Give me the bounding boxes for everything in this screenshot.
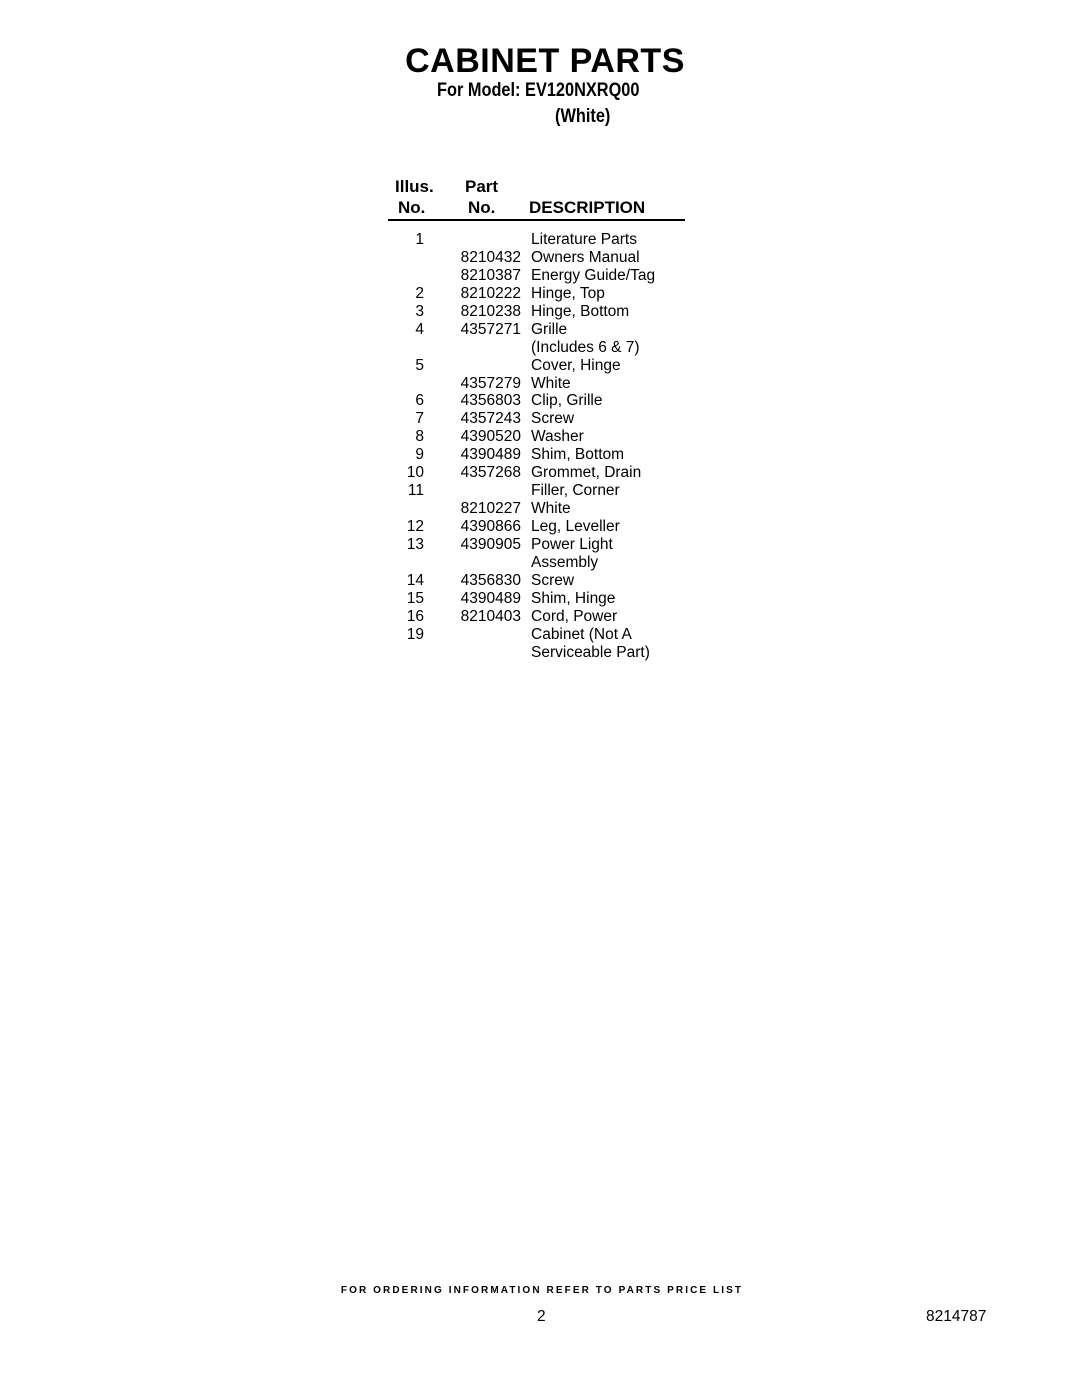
part-number: 4390520 <box>460 428 521 446</box>
table-row <box>0 231 1080 249</box>
illus-number: 8 <box>415 428 424 446</box>
table-row <box>0 446 1080 464</box>
page-title: CABINET PARTS <box>405 42 685 80</box>
part-number: 4390905 <box>460 535 521 553</box>
page-number: 2 <box>537 1308 546 1325</box>
model-line: For Model: EV120NXRQ00 <box>437 80 640 101</box>
part-description: (Includes 6 & 7) <box>531 338 640 356</box>
document-number: 8214787 <box>926 1308 987 1325</box>
part-description: Hinge, Top <box>531 284 605 302</box>
part-number: 8210222 <box>460 284 521 302</box>
table-row <box>0 554 1080 572</box>
ordering-note: FOR ORDERING INFORMATION REFER TO PARTS PRICE LIST <box>340 1285 744 1296</box>
part-number: 4390866 <box>460 518 521 535</box>
part-description: White <box>531 500 571 518</box>
part-number: 4357279 <box>460 374 521 392</box>
table-row <box>0 626 1080 644</box>
table-row <box>0 464 1080 482</box>
part-description: Cover, Hinge <box>531 356 621 374</box>
table-row <box>0 536 1080 554</box>
part-number: 4357243 <box>460 410 521 428</box>
table-row <box>0 303 1080 321</box>
table-row <box>0 500 1080 518</box>
part-description: Screw <box>531 571 575 589</box>
part-description: Leg, Leveller <box>531 518 620 535</box>
part-description: Owners Manual <box>531 248 640 266</box>
table-row <box>0 249 1080 267</box>
part-description: Grommet, Drain <box>531 464 642 482</box>
illus-number: 7 <box>415 410 424 428</box>
header-part-top: Part <box>465 177 499 196</box>
table-row <box>0 572 1080 590</box>
illus-number: 15 <box>406 589 424 607</box>
part-description: Assembly <box>531 553 599 571</box>
illus-number: 12 <box>406 518 424 535</box>
illus-number: 2 <box>415 284 424 302</box>
part-number: 8210387 <box>460 266 521 284</box>
illus-number: 16 <box>406 607 424 625</box>
illus-number: 4 <box>415 320 424 338</box>
table-row <box>0 357 1080 375</box>
header-illus-bottom: No. <box>398 198 426 217</box>
part-description: Serviceable Part) <box>531 643 650 661</box>
part-description: Screw <box>531 410 575 428</box>
part-description: White <box>531 374 571 392</box>
part-number: 4357268 <box>460 464 521 482</box>
table-row <box>0 518 1080 536</box>
part-number: 4357271 <box>460 320 521 338</box>
part-description: Cord, Power <box>531 607 618 625</box>
illus-number: 5 <box>415 356 424 374</box>
illus-number: 1 <box>415 231 424 248</box>
part-number: 4390489 <box>460 589 521 607</box>
part-description: Hinge, Bottom <box>531 302 630 320</box>
part-number: 4390489 <box>460 446 521 464</box>
part-description: Energy Guide/Tag <box>531 266 656 284</box>
color-line: (White) <box>555 106 611 127</box>
part-number: 4356830 <box>460 571 521 589</box>
illus-number: 19 <box>406 625 424 643</box>
illus-number: 6 <box>415 392 424 410</box>
part-description: Power Light <box>531 535 613 553</box>
table-row <box>0 321 1080 339</box>
header-part-bottom: No. <box>468 198 496 217</box>
table-row <box>0 590 1080 608</box>
part-number: 8210432 <box>460 248 521 266</box>
part-description: Washer <box>531 428 584 446</box>
table-row <box>0 392 1080 410</box>
part-description: Grille <box>531 320 568 338</box>
table-row <box>0 267 1080 285</box>
table-row <box>0 608 1080 626</box>
parts-table <box>0 231 1080 662</box>
part-description: Shim, Bottom <box>531 446 625 464</box>
part-description: Cabinet (Not A <box>531 625 632 643</box>
table-row <box>0 482 1080 500</box>
illus-number: 13 <box>406 535 424 553</box>
part-description: Literature Parts <box>531 231 637 248</box>
table-row <box>0 339 1080 357</box>
illus-number: 10 <box>406 464 424 482</box>
table-row <box>0 375 1080 393</box>
table-row <box>0 410 1080 428</box>
part-description: Filler, Corner <box>531 482 620 500</box>
part-number: 8210238 <box>460 302 521 320</box>
part-number: 8210227 <box>460 500 521 518</box>
table-row <box>0 428 1080 446</box>
illus-number: 14 <box>406 571 424 589</box>
table-row <box>0 285 1080 303</box>
header-illus-top: Illus. <box>395 177 434 196</box>
part-number: 8210403 <box>460 607 521 625</box>
header-description: DESCRIPTION <box>529 198 646 217</box>
table-row <box>0 644 1080 662</box>
part-description: Clip, Grille <box>531 392 603 410</box>
illus-number: 3 <box>415 302 424 320</box>
header-rule <box>388 219 685 221</box>
illus-number: 9 <box>415 446 424 464</box>
part-description: Shim, Hinge <box>531 589 616 607</box>
part-number: 4356803 <box>460 392 521 410</box>
illus-number: 11 <box>407 482 424 500</box>
